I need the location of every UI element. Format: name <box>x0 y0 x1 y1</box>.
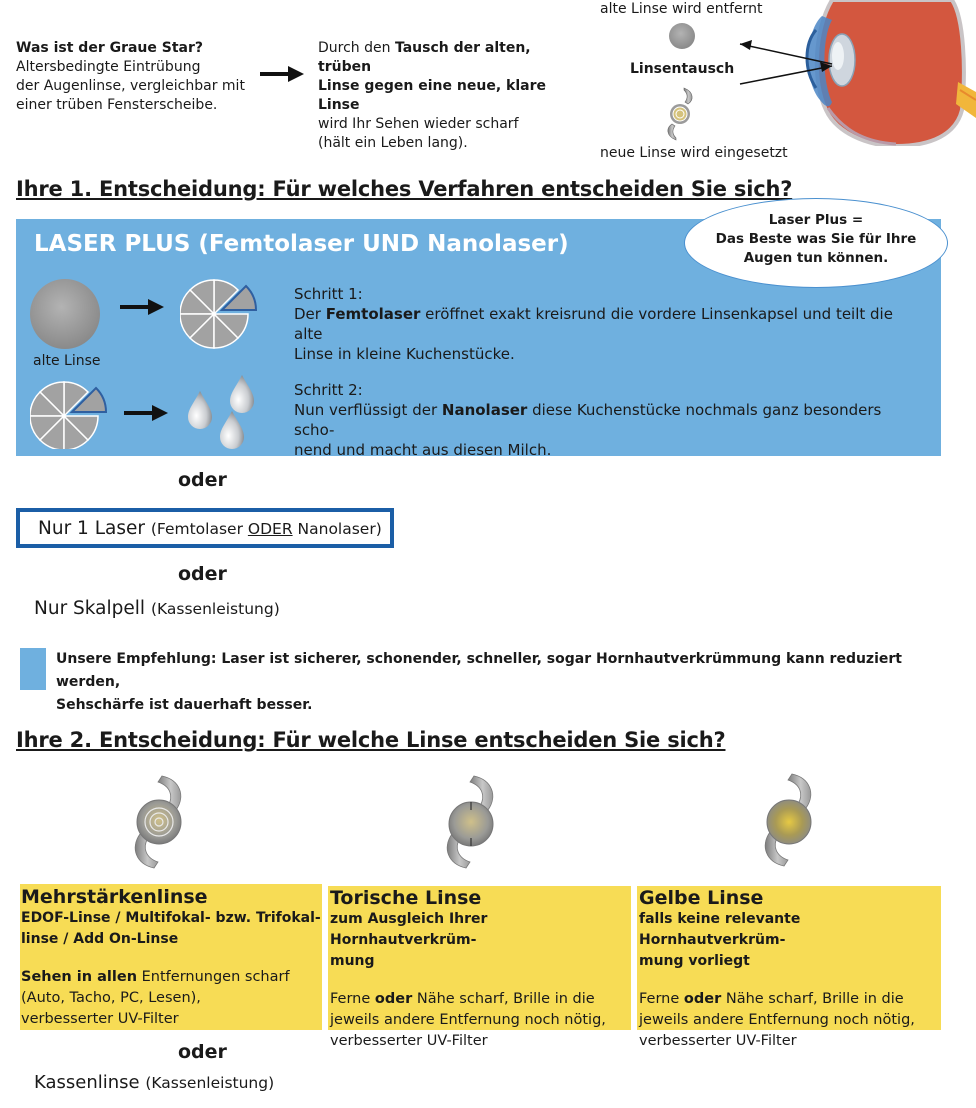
decision1-heading: Ihre 1. Entscheidung: Für welches Verfahren entscheiden Sie sich? <box>16 177 793 201</box>
old-lens-icon <box>667 22 697 50</box>
step1-text: Schritt 1: Der Femtolaser eröffnet exakt kreisrund die vordere Linsenkapsel und teilt die alte Linse in kleine Kuchenstücke. <box>294 284 904 364</box>
card-title: Mehrstärkenlinse <box>21 886 208 908</box>
or-separator: oder <box>178 469 227 491</box>
standard-lens-label: Kassenlinse <box>34 1072 146 1093</box>
step2-label: Schritt 2: <box>294 381 363 399</box>
multifocal-lens-icon <box>128 772 190 872</box>
one-laser-label: Nur 1 Laser <box>38 518 151 539</box>
laser-plus-bubble: Laser Plus = Das Beste was Sie für Ihre Augen tun können. <box>684 198 948 288</box>
lens-pie-cut-icon <box>180 277 260 351</box>
toric-lens-icon <box>440 772 502 872</box>
one-laser-option[interactable]: Nur 1 Laser (Femtolaser ODER Nanolaser) <box>16 508 394 548</box>
yellow-lens-card[interactable]: Gelbe Linse falls keine relevante Hornhautverkrüm- mung vorliegt Ferne oder Nähe scharf, Brille in die jeweils andere Entfernung noch nötig, verbesserter UV-Filter <box>637 886 941 1030</box>
card-title: Torische Linse <box>330 887 482 909</box>
definition-line: Altersbedingte Eintrübung <box>16 59 201 75</box>
definition-line: einer trüben Fensterscheibe. <box>16 97 218 113</box>
lens-exchange-explanation: Durch den Tausch der alten, trüben Linse gegen eine neue, klare Linse wird Ihr Sehen wieder scharf (hält ein Leben lang). <box>318 40 546 151</box>
definition-line: der Augenlinse, vergleichbar mit <box>16 78 245 94</box>
arrow-right-icon <box>120 299 164 315</box>
lens-pie-cut-icon <box>30 379 110 449</box>
or-separator: oder <box>178 1041 227 1063</box>
eye-illustration <box>736 0 976 146</box>
laser-plus-title: LASER PLUS (Femtolaser UND Nanolaser) <box>34 231 569 257</box>
old-lens-removed-label: alte Linse wird entfernt <box>600 1 763 17</box>
step2-text: Schritt 2: Nun verflüssigt der Nanolaser diese Kuchenstücke nochmals ganz besonders scho- nend und macht aus diesen Milch. <box>294 380 914 460</box>
scalpel-label: Nur Skalpell <box>34 598 151 619</box>
card-title: Gelbe Linse <box>639 887 764 909</box>
cataract-question: Was ist der Graue Star? <box>16 40 204 56</box>
multifocal-lens-card[interactable]: Mehrstärkenlinse EDOF-Linse / Multifokal- bzw. Trifokal- linse / Add On-Linse Sehen in allen Entfernungen scharf (Auto, Tacho, PC, Lesen), verbesserter UV-Filter <box>20 884 322 1030</box>
arrow-right-icon <box>260 66 304 82</box>
old-lens-caption: alte Linse <box>33 353 101 369</box>
scalpel-option[interactable]: Nur Skalpell (Kassenleistung) <box>34 598 280 619</box>
liquid-drops-icon <box>184 373 260 449</box>
new-lens-icon <box>664 86 698 142</box>
yellow-lens-icon <box>758 770 820 870</box>
recommendation-text: Unsere Empfehlung: Laser ist sicherer, schonender, schneller, sogar Hornhautverkrümmung kann reduziert werden, Sehschärfe ist dauerhaft besser. <box>56 651 902 713</box>
lens-exchange-label: Linsentausch <box>630 61 735 77</box>
arrow-right-icon <box>124 405 168 421</box>
step1-label: Schritt 1: <box>294 285 363 303</box>
toric-lens-card[interactable]: Torische Linse zum Ausgleich Ihrer Hornhautverkrüm- mung Ferne oder Nähe scharf, Brille in die jeweils andere Entfernung noch nötig, verbesserter UV-Filter <box>328 886 631 1030</box>
standard-lens-option[interactable]: Kassenlinse (Kassenleistung) <box>34 1072 275 1093</box>
recommendation-marker <box>20 648 46 690</box>
new-lens-inserted-label: neue Linse wird eingesetzt <box>600 145 788 161</box>
or-separator: oder <box>178 563 227 585</box>
cataract-definition <box>16 39 266 115</box>
decision2-heading: Ihre 2. Entscheidung: Für welche Linse entscheiden Sie sich? <box>16 728 726 752</box>
old-lens-icon <box>28 277 102 351</box>
